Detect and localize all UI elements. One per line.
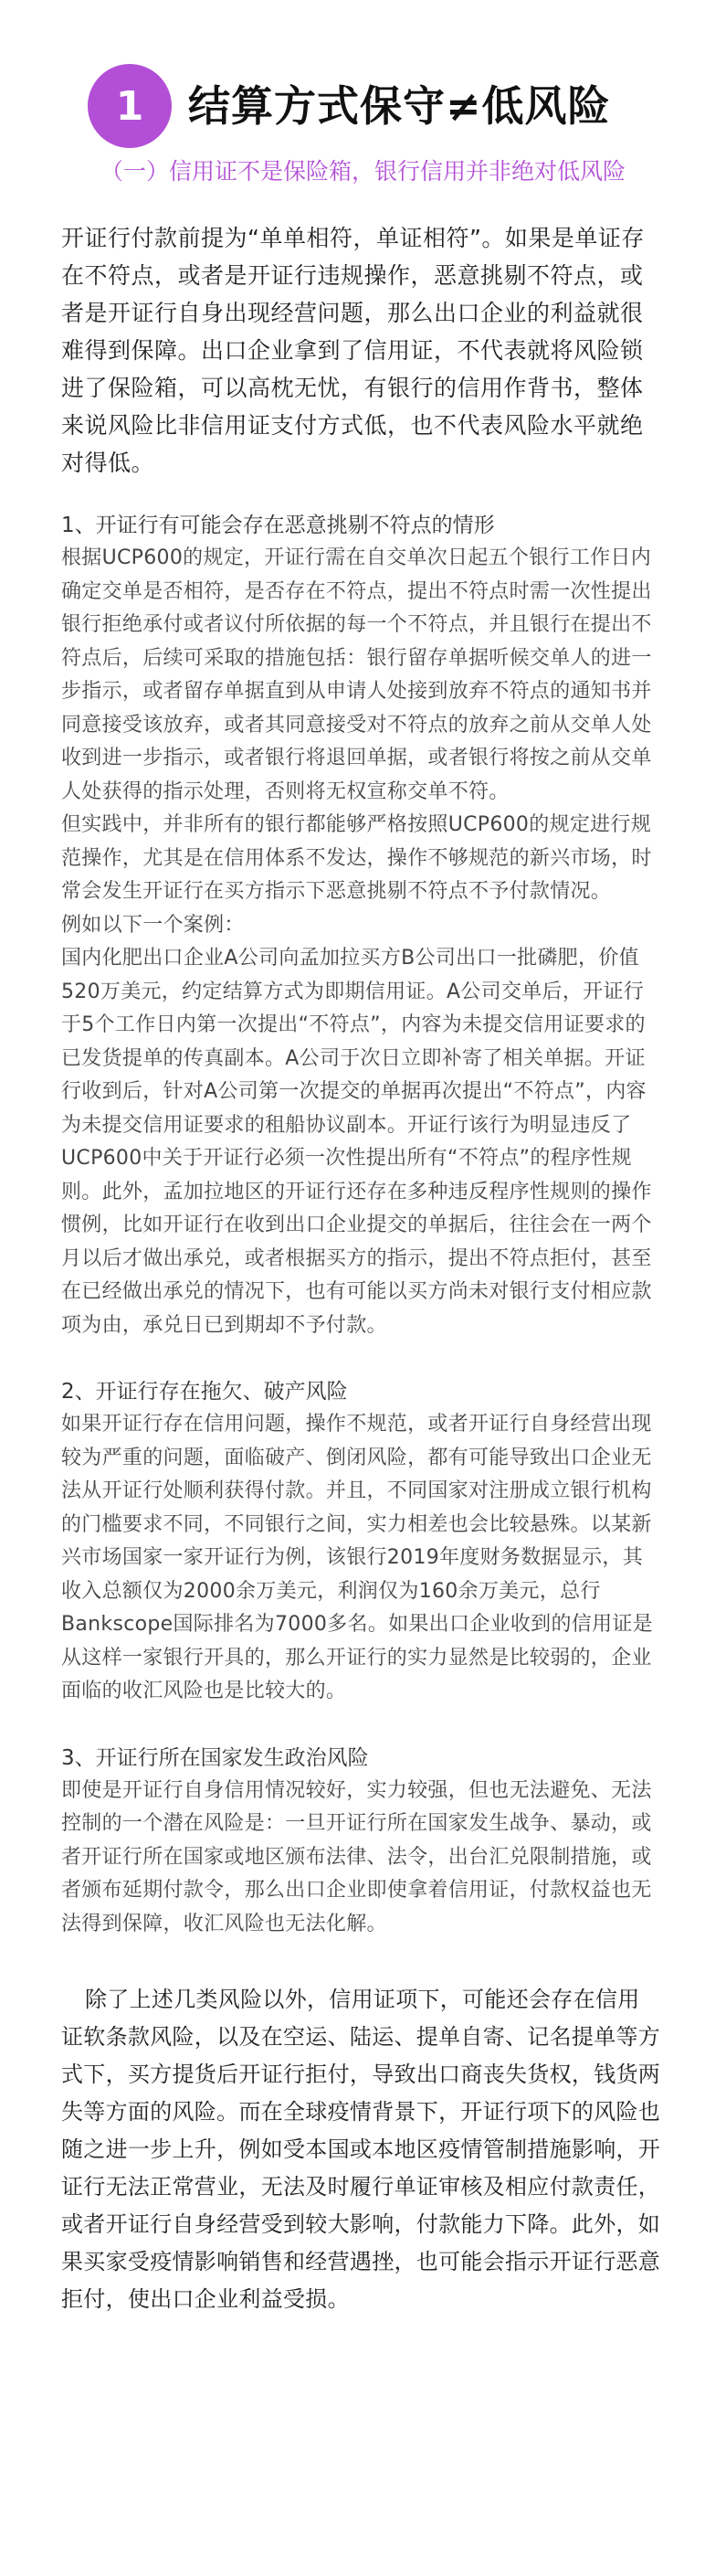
spacer [61, 1941, 661, 1981]
intro-paragraph: 开证行付款前提为“单单相符，单证相符”。如果是单证存在不符点，或者是开证行违规操作，恶意挑剔不符点，或者是开证行自身出现经营问题，那么出口企业的利益就很难得到保障。出口企业拿到了信用证，不代表就将风险锁进了保险箱，可以高枕无忧，有银行的信用作背书，整体来说风险比非信用证支付方式低，也不代表风险水平就绝对得低。 [61, 225, 645, 476]
section-header [0, 64, 726, 155]
spacer [61, 1342, 661, 1375]
section-3-paragraph: 即使是开证行自身信用情况较好，实力较强，但也无法避免、无法控制的一个潜在风险是：一旦开证行所在国家发生战争、暴动，或者开证行所在国家或地区颁布法律、法令，出台汇兑限制措施，或者颁布延期付款令，那么出口企业即使拿着信用证，付款权益也无法得到保障，收汇风险也无法化解。 [61, 1778, 652, 1935]
section-1-paragraph: 根据UCP600的规定，开证行需在自交单次日起五个银行工作日内确定交单是否相符，是否存在不符点，提出不符点时需一次性提出银行拒绝承付或者议付所依据的每一个不符点，并且银行在提出不符点后，后续可采取的措施包括：银行留存单据听候交单人的进一步指示，或者留存单据直到从申请人处接到放弃不符点的通知书并同意接受该放弃，或者其同意接受对不符点的放弃之前从交单人处收到进一步指示，或者银行将退回单据，或者银行将按之前从交单人处获得的指示处理，否则将无权宣称交单不符。 [61, 546, 652, 803]
article-body [61, 208, 661, 2318]
section-1-paragraph: 例如以下一个案例： [61, 913, 245, 937]
spacer [61, 1709, 661, 1742]
conclusion-paragraph: 除了上述几类风险以外，信用证项下，可能还会存在信用证软条款风险，以及在空运、陆运、提单自寄、记名提单等方式下，买方提货后开证行拒付，导致出口商丧失货权，钱货两失等方面的风险。而在全球疫情背景下，开证行项下的风险也随之进一步上升，例如受本国或本地区疫情管制措施影响，开证行无法正常营业，无法及时履行单证审核及相应付款责任，或者开证行自身经营受到较大影响，付款能力下降。此外，如果买家受疫情影响销售和经营遇挫，也可能会指示开证行恶意拒付，使出口企业利益受损。 [61, 1987, 661, 2312]
section-3-title: 3、开证行所在国家发生政治风险 [61, 1745, 369, 1770]
subsection-title: （一）信用证不是保险箱，银行信用并非绝对低风险 [100, 158, 626, 185]
section-number-badge: 1 [88, 64, 172, 148]
section-1-case-paragraph: 国内化肥出口企业A公司向孟加拉买方B公司出口一批磷肥，价值520万美元，约定结算方式为即期信用证。A公司交单后，开证行于5个工作日内第一次提出“不符点”，内容为未提交信用证要求的已发货提单的传真副本。A公司于次日立即补寄了相关单据。开证行收到后，针对A公司第一次提交的单据再次提出“不符点”，内容为未提交信用证要求的租船协议副本。开证行该行为明显违反了UCP600中关于开证行必须一次性提出所有“不符点”的程序性规则。此外，孟加拉地区的开证行还存在多种违反程序性规则的操作惯例，比如开证行在收到出口企业提交的单据后，往往会在一两个月以后才做出承兑，或者根据买方的指示，提出不符点拒付，甚至在已经做出承兑的情况下，也有可能以买方尚未对银行支付相应款项为由，承兑日已到期却不予付款。 [61, 947, 652, 1337]
section-title: 结算方式保守≠低风险 [188, 81, 611, 131]
section-2-title: 2、开证行存在拖欠、破产风险 [61, 1380, 348, 1404]
section-2-paragraph: 如果开证行存在信用问题，操作不规范，或者开证行自身经营出现较为严重的问题，面临破产、倒闭风险，都有可能导致出口企业无法从开证行处顺利获得付款。并且，不同国家对注册成立银行机构的门槛要求不同，不同银行之间，实力相差也会比较悬殊。以某新兴市场国家一家开证行为例，该银行2019年度财务数据显示，其收入总额仅为2000余万美元，利润仅为160余万美元，总行Bankscope国际排名为7000多名。如果出口企业收到的信用证是从这样一家银行开具的，那么开证行的实力显然是比较弱的，企业面临的收汇风险也是比较大的。 [61, 1413, 653, 1702]
section-1-title: 1、开证行有可能会存在恶意挑剔不符点的情形 [61, 514, 495, 537]
section-1-paragraph: 但实践中，并非所有的银行都能够严格按照UCP600的规定进行规范操作，尤其是在信用体系不发达，操作不够规范的新兴市场，时常会发生开证行在买方指示下恶意挑剔不符点不予付款情况。 [61, 813, 652, 903]
